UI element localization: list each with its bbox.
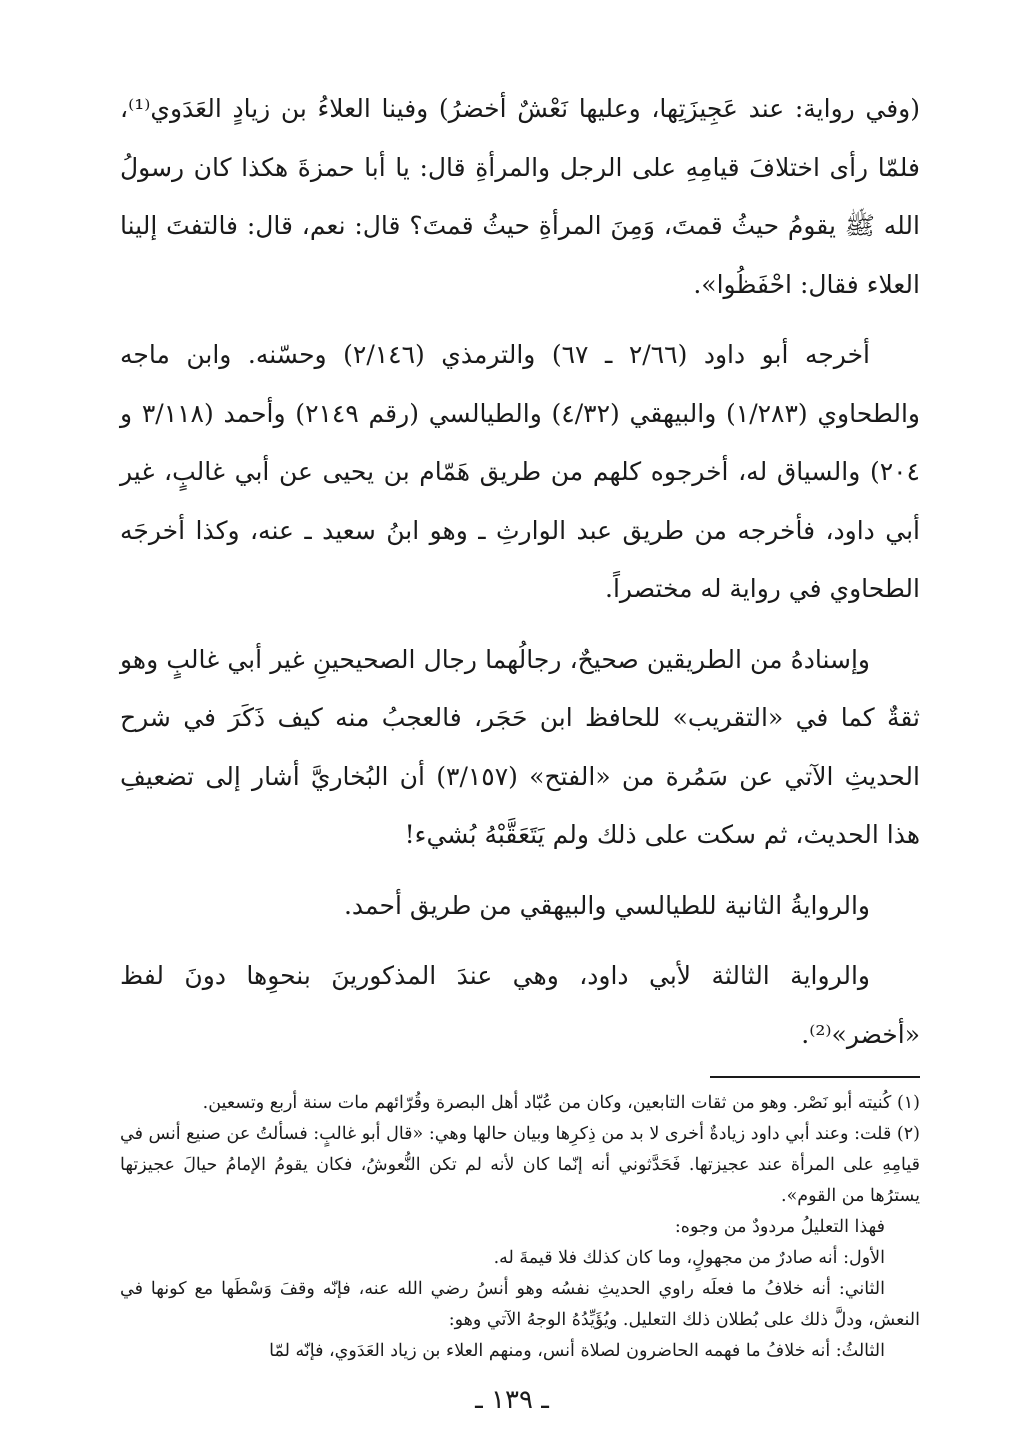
footnote-separator: [710, 1076, 920, 1078]
footnotes: [120, 1088, 920, 1367]
main-paragraph: والرواية الثالثة لأبي داود، وهي عندَ المذكورينَ بنحوِها دونَ لفظ «أخضر»⁽²⁾.: [120, 961, 920, 1049]
main-text: [120, 80, 920, 1064]
footnote: (١) كُنيته أبو نَصْر. وهو من ثقات التابعين، وكان من عُبّاد أهل البصرة وقُرّائهم مات سنة أربع وتسعين.: [202, 1093, 920, 1113]
main-paragraph: والروايةُ الثانية للطيالسي والبيهقي من طريق أحمد.: [343, 890, 870, 920]
footnote-continuation: الثاني: أنه خلافُ ما فعلَه راوي الحديثِ نفسُه وهو أنسُ رضي الله عنه، فإنّه وقفَ وَسْطَها مع كونها في النعش، ودلَّ ذلك على بُطلان ذلك التعليل. ويُؤَيِّدُهُ الوجهُ الآتي وهو:: [120, 1279, 920, 1330]
main-paragraph: (وفي رواية: عند عَجِيزَتِها، وعليها نَعْشٌ أخضرُ) وفينا العلاءُ بن زيادٍ العَدَوي⁽¹⁾، فلمّا رأى اختلافَ قيامِهِ على الرجل والمرأةِ قال: يا أبا حمزةَ هكذا كان رسولُ الله ﷺ يقومُ حيثُ قمتَ، وَمِنَ المرأةِ حيثُ قمتَ؟ قال: نعم، قال: فالتفتَ إلينا العلاء فقال: احْفَظُوا».: [120, 94, 920, 299]
main-paragraph: أخرجه أبو داود (٢/٦٦ ـ ٦٧) والترمذي (٢/١٤٦) وحسّنه. وابن ماجه والطحاوي (١/٢٨٣) والبيهقي (٤/٣٢) والطيالسي (رقم ٢١٤٩) وأحمد (٣/١١٨ و ٢٠٤) والسياق له، أخرجوه كلهم من طريق هَمّام بن يحيى عن أبي غالبٍ، غير أبي داود، فأخرجه من طريق عبد الوارثِ ـ وهو ابنُ سعيد ـ عنه، وكذا أخرجَه الطحاوي في رواية له مختصراً.: [120, 340, 920, 603]
main-paragraph: وإسنادهُ من الطريقين صحيحٌ، رجالُهما رجال الصحيحينِ غير أبي غالبٍ وهو ثقةٌ كما في «التقريب» للحافظ ابن حَجَر، فالعجبُ منه كيف ذَكَرَ في شرح الحديثِ الآتي عن سَمُرة من «الفتح» (٣/١٥٧) أن البُخاريَّ أشار إلى تضعيفِ هذا الحديث، ثم سكت على ذلك ولم يَتَعَقَّبْهُ بُشيء!: [120, 644, 920, 849]
footnote-continuation: الأول: أنه صادرٌ من مجهولٍ، وما كان كذلك فلا قيمةَ له.: [493, 1248, 885, 1268]
page-body: [120, 80, 920, 1367]
footnote-continuation: فهذا التعليلُ مردودٌ من وجوه:: [674, 1217, 885, 1237]
footnote: (٢) قلت: وعند أبي داود زيادةٌ أخرى لا بد من ذِكرِها وبيان حالها وهي: «قال أبو غالبٍ: فسألتُ عن صنيع أنس في قيامِهِ على المرأة عند عجيزتها. فَحَدَّثوني أنه إنّما كان لأنه لم تكن النُّعوشُ، فكان يقومُ الإمامُ حيالَ عجيزتها يسترُها من القوم».: [120, 1124, 920, 1206]
footnote-continuation: الثالثُ: أنه خلافُ ما فهمه الحاضرون لصلاة أنس، ومنهم العلاء بن زياد العَدَوي، فإنّه لمّا: [269, 1341, 885, 1361]
page-number: ـ ١٣٩ ـ: [475, 1385, 549, 1415]
